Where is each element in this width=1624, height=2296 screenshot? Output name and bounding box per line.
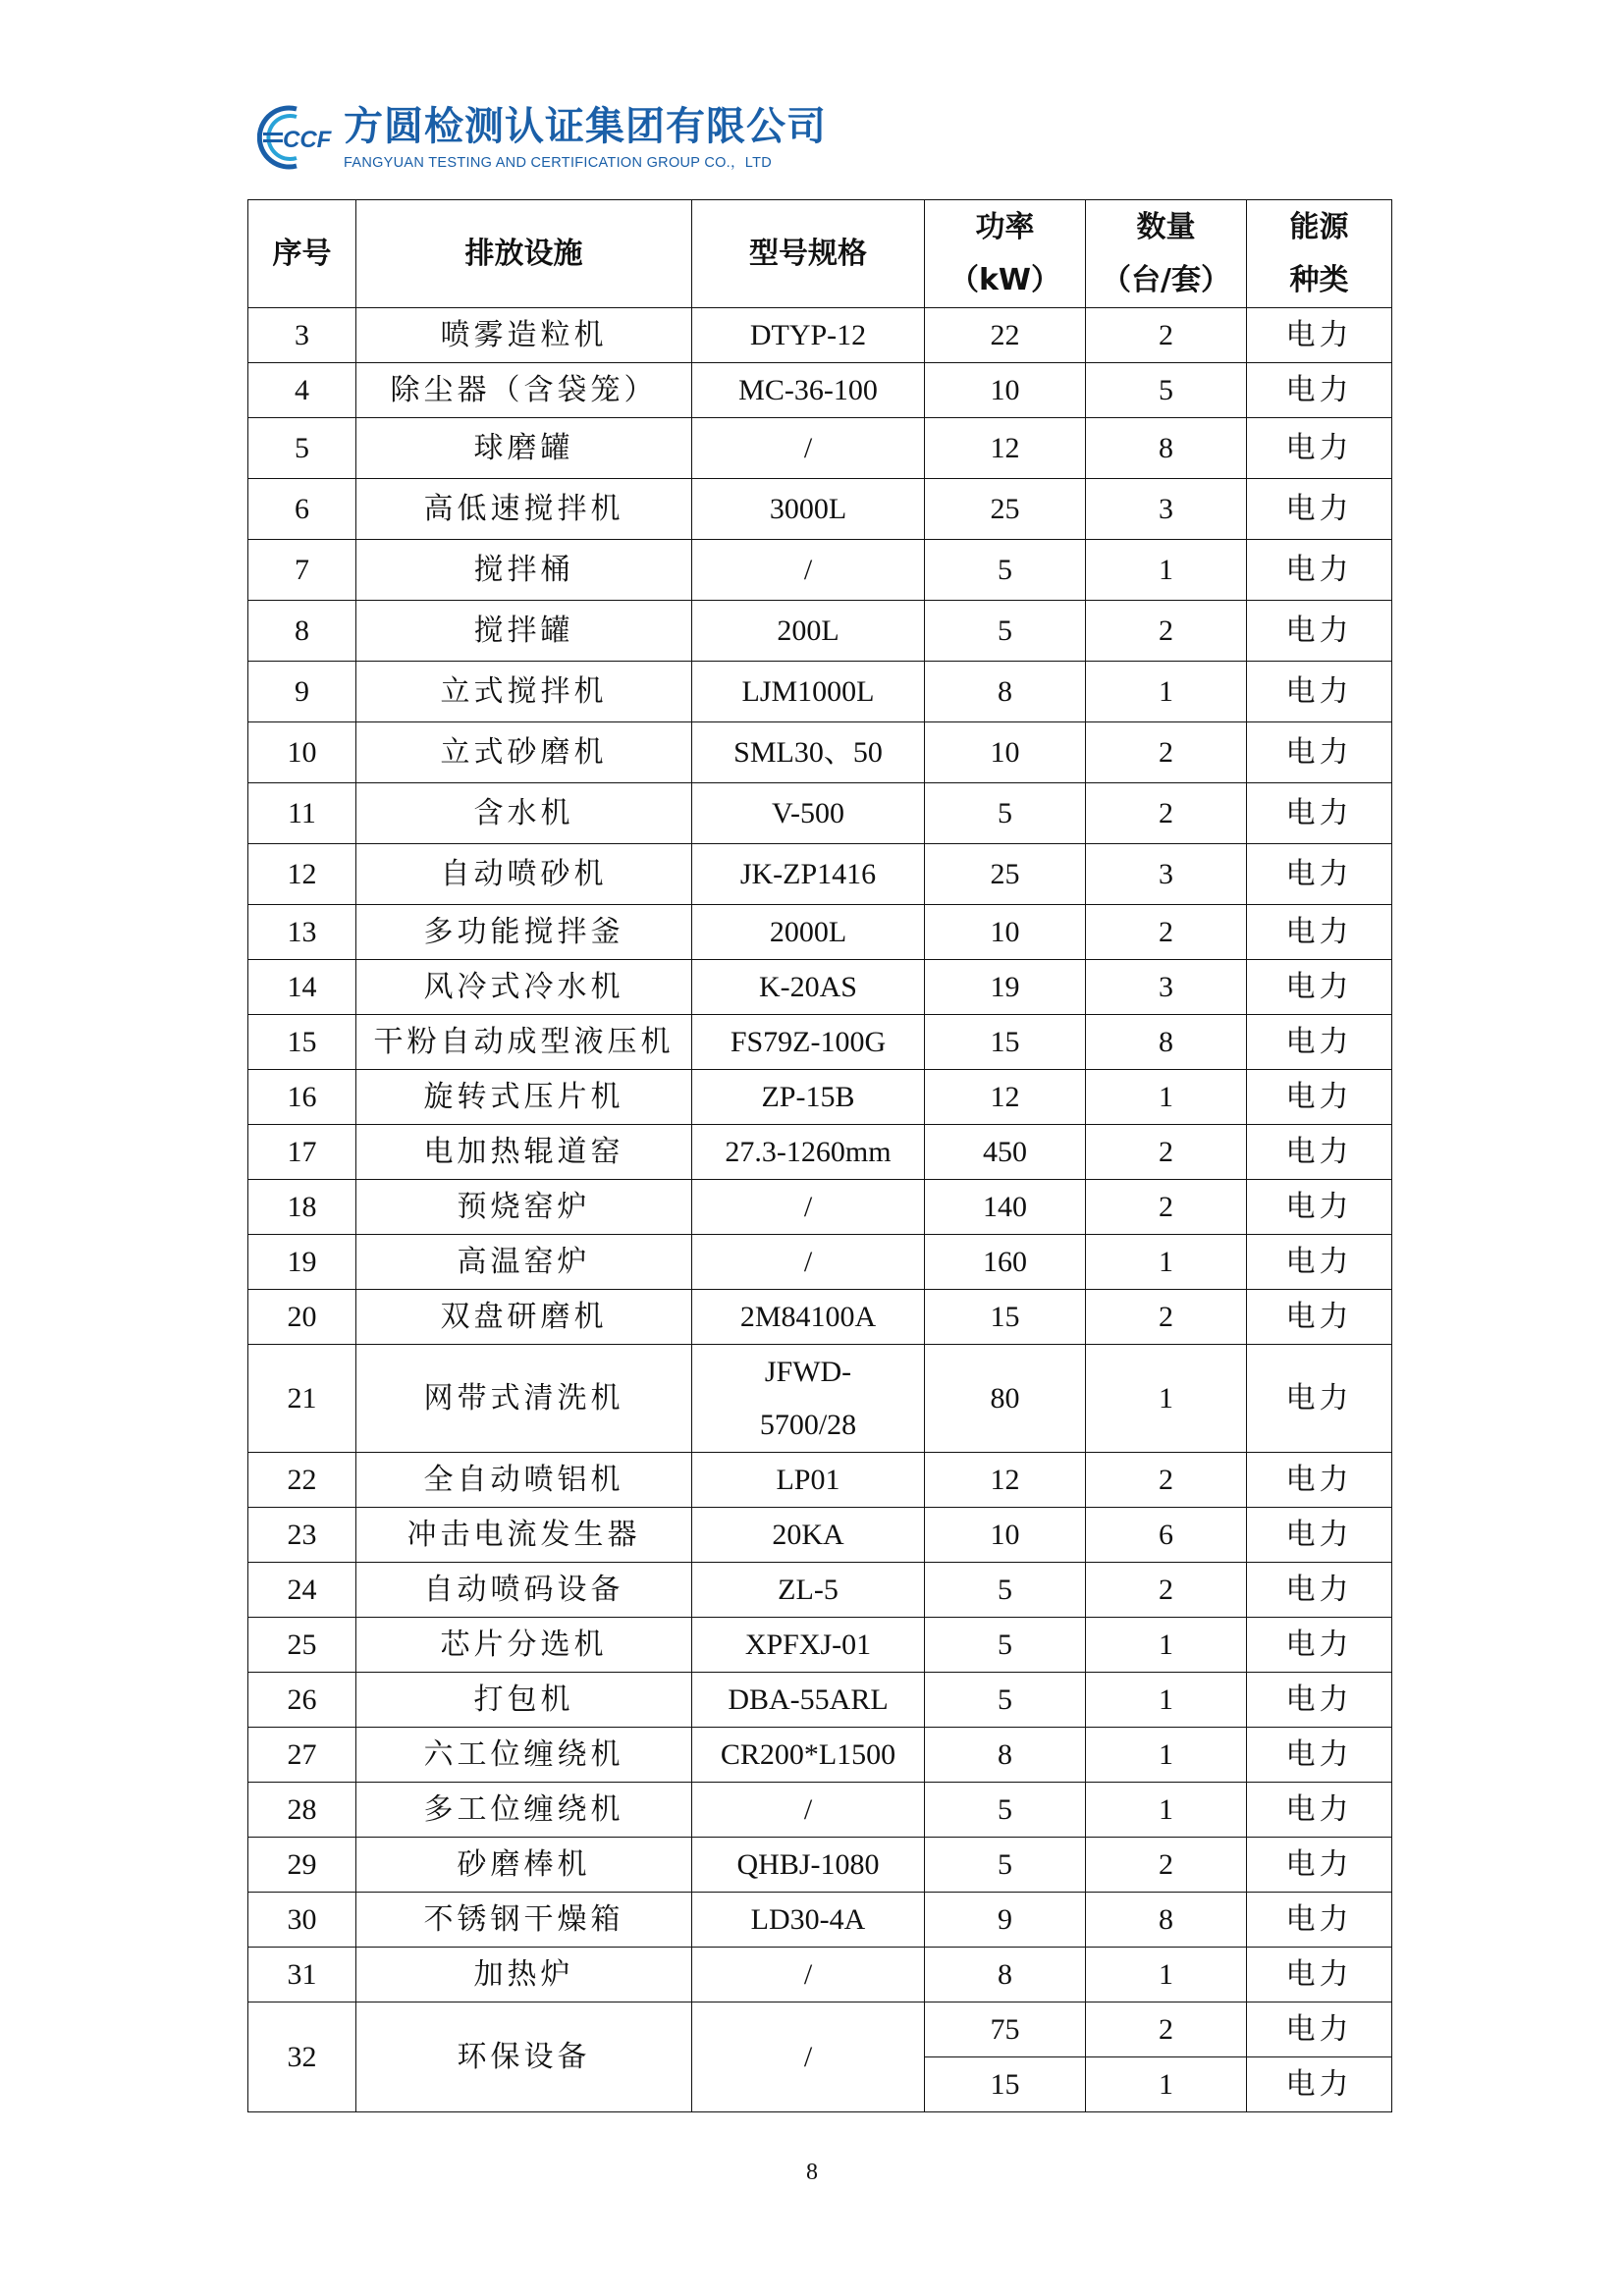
- cell-power: 80: [925, 1345, 1086, 1453]
- cell-seq: 16: [248, 1070, 356, 1125]
- cell-seq: 22: [248, 1453, 356, 1508]
- table-body: [248, 308, 1392, 2112]
- cell-qty: 2: [1086, 1453, 1247, 1508]
- cell-facility: 含水机: [356, 783, 692, 844]
- cell-seq: 32: [248, 2002, 356, 2112]
- header-energy-line1: 能源: [1289, 209, 1349, 244]
- cell-power: 8: [925, 1728, 1086, 1783]
- cell-power: 450: [925, 1125, 1086, 1180]
- cell-model: K-20AS: [692, 960, 925, 1015]
- cell-model: LP01: [692, 1453, 925, 1508]
- cell-facility: 立式搅拌机: [356, 662, 692, 722]
- header-energy: [1247, 200, 1392, 308]
- cell-qty: 3: [1086, 844, 1247, 905]
- cell-facility: 全自动喷铝机: [356, 1453, 692, 1508]
- cell-model: SML30、50: [692, 722, 925, 783]
- cell-facility: 多功能搅拌釜: [356, 905, 692, 960]
- cell-qty: 2: [1086, 783, 1247, 844]
- cell-qty: 2: [1086, 905, 1247, 960]
- cell-seq: 29: [248, 1838, 356, 1893]
- cell-model: CR200*L1500: [692, 1728, 925, 1783]
- cell-power: 75: [925, 2002, 1086, 2057]
- cell-energy: 电力: [1247, 1015, 1392, 1070]
- cell-energy: 电力: [1247, 1838, 1392, 1893]
- cell-facility: 高温窑炉: [356, 1235, 692, 1290]
- cell-power: 9: [925, 1893, 1086, 1948]
- cell-power: 12: [925, 1453, 1086, 1508]
- header-power-line1: 功率: [975, 209, 1035, 244]
- cell-facility: 立式砂磨机: [356, 722, 692, 783]
- cell-qty: 8: [1086, 1893, 1247, 1948]
- cell-model: [692, 1345, 925, 1453]
- table-row: [248, 783, 1392, 844]
- cell-facility: 双盘研磨机: [356, 1290, 692, 1345]
- cell-qty: 1: [1086, 1948, 1247, 2002]
- cell-energy: 电力: [1247, 905, 1392, 960]
- cell-model: DBA-55ARL: [692, 1673, 925, 1728]
- cell-model: MC-36-100: [692, 363, 925, 418]
- table-row: [248, 308, 1392, 363]
- cell-model: /: [692, 418, 925, 479]
- cell-qty: 1: [1086, 1673, 1247, 1728]
- cell-energy: 电力: [1247, 1893, 1392, 1948]
- table-row: [248, 1235, 1392, 1290]
- cell-energy: 电力: [1247, 1618, 1392, 1673]
- cell-qty: 2: [1086, 601, 1247, 662]
- cell-power: 5: [925, 601, 1086, 662]
- cell-seq: 8: [248, 601, 356, 662]
- cell-qty: 5: [1086, 363, 1247, 418]
- header-qty-line2: （台/套）: [1102, 262, 1230, 297]
- table-row: [248, 479, 1392, 540]
- cell-energy: 电力: [1247, 1070, 1392, 1125]
- table-row: [248, 1070, 1392, 1125]
- table-row: [248, 1838, 1392, 1893]
- cell-facility: 喷雾造粒机: [356, 308, 692, 363]
- header-energy-line2: 种类: [1289, 262, 1349, 297]
- cell-seq: 3: [248, 308, 356, 363]
- cell-power: 19: [925, 960, 1086, 1015]
- cell-facility: 干粉自动成型液压机: [356, 1015, 692, 1070]
- cell-qty: 1: [1086, 1618, 1247, 1673]
- cell-energy: 电力: [1247, 1948, 1392, 2002]
- table-row: [248, 1893, 1392, 1948]
- table-row: [248, 722, 1392, 783]
- cell-qty: 1: [1086, 2057, 1247, 2112]
- cell-facility: 搅拌罐: [356, 601, 692, 662]
- cell-model-line2: 5700/28: [759, 1408, 857, 1441]
- cell-model: /: [692, 2002, 925, 2112]
- company-name-en: FANGYUAN TESTING AND CERTIFICATION GROUP CO.，LTD: [344, 154, 773, 171]
- cell-energy: 电力: [1247, 1345, 1392, 1453]
- cell-energy: 电力: [1247, 1180, 1392, 1235]
- cell-facility: 冲击电流发生器: [356, 1508, 692, 1563]
- table-row: [248, 1728, 1392, 1783]
- cell-qty: 1: [1086, 1070, 1247, 1125]
- cell-seq: 4: [248, 363, 356, 418]
- cell-energy: 电力: [1247, 1728, 1392, 1783]
- cell-power: 8: [925, 662, 1086, 722]
- cell-facility: 旋转式压片机: [356, 1070, 692, 1125]
- cell-facility: 高低速搅拌机: [356, 479, 692, 540]
- cell-qty: 2: [1086, 1180, 1247, 1235]
- cell-model: ZP-15B: [692, 1070, 925, 1125]
- cell-power: 5: [925, 540, 1086, 601]
- cell-model-line1: JFWD-: [764, 1355, 852, 1388]
- table-row: [248, 905, 1392, 960]
- table-row: [248, 1453, 1392, 1508]
- cell-model: V-500: [692, 783, 925, 844]
- cell-model: 20KA: [692, 1508, 925, 1563]
- cell-facility: 环保设备: [356, 2002, 692, 2112]
- cell-energy: 电力: [1247, 1235, 1392, 1290]
- cell-energy: 电力: [1247, 1783, 1392, 1838]
- cell-seq: 30: [248, 1893, 356, 1948]
- cell-model: 200L: [692, 601, 925, 662]
- cell-qty: 3: [1086, 479, 1247, 540]
- cell-qty: 8: [1086, 418, 1247, 479]
- cell-seq: 20: [248, 1290, 356, 1345]
- cell-facility: 除尘器（含袋笼）: [356, 363, 692, 418]
- header-qty-line1: 数量: [1136, 209, 1196, 244]
- cell-model: 27.3-1260mm: [692, 1125, 925, 1180]
- cell-power: 10: [925, 1508, 1086, 1563]
- cell-model: /: [692, 540, 925, 601]
- cell-qty: 2: [1086, 1563, 1247, 1618]
- cell-power: 25: [925, 479, 1086, 540]
- page-number: 8: [806, 2160, 818, 2185]
- cell-seq: 21: [248, 1345, 356, 1453]
- cell-energy: 电力: [1247, 2002, 1392, 2057]
- cell-power: 15: [925, 1015, 1086, 1070]
- table-row: [248, 844, 1392, 905]
- cell-seq: 14: [248, 960, 356, 1015]
- cell-power: 160: [925, 1235, 1086, 1290]
- cell-model: XPFXJ-01: [692, 1618, 925, 1673]
- cell-facility: 搅拌桶: [356, 540, 692, 601]
- cell-qty: 2: [1086, 308, 1247, 363]
- cell-seq: 23: [248, 1508, 356, 1563]
- cell-model: JK-ZP1416: [692, 844, 925, 905]
- cell-seq: 19: [248, 1235, 356, 1290]
- cell-power: 10: [925, 722, 1086, 783]
- cell-energy: 电力: [1247, 1673, 1392, 1728]
- cell-seq: 31: [248, 1948, 356, 2002]
- company-name-cn: 方圆检测认证集团有限公司: [344, 103, 827, 149]
- cell-facility: 六工位缠绕机: [356, 1728, 692, 1783]
- cell-power: 25: [925, 844, 1086, 905]
- cell-power: 12: [925, 418, 1086, 479]
- cell-energy: 电力: [1247, 722, 1392, 783]
- cell-qty: 2: [1086, 722, 1247, 783]
- cell-qty: 2: [1086, 1838, 1247, 1893]
- table-row: [248, 1015, 1392, 1070]
- cell-energy: 电力: [1247, 479, 1392, 540]
- cell-power: 10: [925, 363, 1086, 418]
- cell-power: 5: [925, 1618, 1086, 1673]
- cell-model: 2M84100A: [692, 1290, 925, 1345]
- cell-facility: 打包机: [356, 1673, 692, 1728]
- cell-seq: 6: [248, 479, 356, 540]
- cell-energy: 电力: [1247, 1125, 1392, 1180]
- table-row: [248, 2002, 1392, 2057]
- table-row: [248, 960, 1392, 1015]
- cell-energy: 电力: [1247, 601, 1392, 662]
- table-row: [248, 1125, 1392, 1180]
- header-facility: 排放设施: [356, 200, 692, 308]
- cell-seq: 11: [248, 783, 356, 844]
- cell-qty: 3: [1086, 960, 1247, 1015]
- table-row: [248, 363, 1392, 418]
- cell-power: 140: [925, 1180, 1086, 1235]
- cell-seq: 18: [248, 1180, 356, 1235]
- cell-energy: 电力: [1247, 308, 1392, 363]
- cell-model: DTYP-12: [692, 308, 925, 363]
- logo-text: CCF: [283, 127, 332, 153]
- header-power: [925, 200, 1086, 308]
- cell-energy: 电力: [1247, 540, 1392, 601]
- cell-qty: 8: [1086, 1015, 1247, 1070]
- cell-qty: 6: [1086, 1508, 1247, 1563]
- cell-facility: 加热炉: [356, 1948, 692, 2002]
- cell-seq: 24: [248, 1563, 356, 1618]
- cell-power: 15: [925, 1290, 1086, 1345]
- cell-seq: 13: [248, 905, 356, 960]
- cell-qty: 1: [1086, 1728, 1247, 1783]
- header-qty: [1086, 200, 1247, 308]
- table-row: [248, 1673, 1392, 1728]
- cell-seq: 7: [248, 540, 356, 601]
- cell-power: 5: [925, 1563, 1086, 1618]
- header-model: 型号规格: [692, 200, 925, 308]
- cell-power: 22: [925, 308, 1086, 363]
- cell-model: /: [692, 1180, 925, 1235]
- table-header-row: [248, 200, 1392, 308]
- cell-seq: 25: [248, 1618, 356, 1673]
- cell-model: /: [692, 1948, 925, 2002]
- cell-facility: 网带式清洗机: [356, 1345, 692, 1453]
- cell-power: 5: [925, 1783, 1086, 1838]
- cell-model: /: [692, 1235, 925, 1290]
- header-power-line2: （kW）: [948, 262, 1061, 297]
- cell-energy: 电力: [1247, 783, 1392, 844]
- cell-power: 8: [925, 1948, 1086, 2002]
- table-row: [248, 1345, 1392, 1453]
- cell-facility: 自动喷码设备: [356, 1563, 692, 1618]
- cell-power: 15: [925, 2057, 1086, 2112]
- cell-qty: 2: [1086, 2002, 1247, 2057]
- cell-seq: 5: [248, 418, 356, 479]
- cell-seq: 10: [248, 722, 356, 783]
- cell-model: /: [692, 1783, 925, 1838]
- cell-energy: 电力: [1247, 363, 1392, 418]
- cell-energy: 电力: [1247, 1563, 1392, 1618]
- cell-facility: 自动喷砂机: [356, 844, 692, 905]
- cell-energy: 电力: [1247, 1508, 1392, 1563]
- cell-seq: 26: [248, 1673, 356, 1728]
- cell-seq: 15: [248, 1015, 356, 1070]
- cell-seq: 27: [248, 1728, 356, 1783]
- cell-seq: 9: [248, 662, 356, 722]
- table-row: [248, 1948, 1392, 2002]
- company-header: [257, 102, 827, 173]
- cell-qty: 1: [1086, 1783, 1247, 1838]
- cell-power: 5: [925, 783, 1086, 844]
- equipment-table: [247, 199, 1392, 2112]
- cell-facility: 多工位缠绕机: [356, 1783, 692, 1838]
- cell-power: 12: [925, 1070, 1086, 1125]
- cell-energy: 电力: [1247, 960, 1392, 1015]
- cell-energy: 电力: [1247, 662, 1392, 722]
- cell-power: 5: [925, 1673, 1086, 1728]
- cell-facility: 电加热辊道窑: [356, 1125, 692, 1180]
- cell-model: QHBJ-1080: [692, 1838, 925, 1893]
- cell-qty: 1: [1086, 540, 1247, 601]
- cell-facility: 芯片分选机: [356, 1618, 692, 1673]
- cell-qty: 1: [1086, 1345, 1247, 1453]
- cell-model: 2000L: [692, 905, 925, 960]
- header-seq: 序号: [248, 200, 356, 308]
- table-row: [248, 1618, 1392, 1673]
- cell-seq: 28: [248, 1783, 356, 1838]
- table-row: [248, 1563, 1392, 1618]
- table-row: [248, 1508, 1392, 1563]
- table-row: [248, 1180, 1392, 1235]
- cell-energy: 电力: [1247, 844, 1392, 905]
- cell-facility: 不锈钢干燥箱: [356, 1893, 692, 1948]
- cell-energy: 电力: [1247, 1453, 1392, 1508]
- table-row: [248, 1290, 1392, 1345]
- cell-qty: 1: [1086, 662, 1247, 722]
- cell-facility: 风冷式冷水机: [356, 960, 692, 1015]
- cell-facility: 砂磨棒机: [356, 1838, 692, 1893]
- table-row: [248, 540, 1392, 601]
- cell-qty: 2: [1086, 1125, 1247, 1180]
- cell-model: FS79Z-100G: [692, 1015, 925, 1070]
- table-row: [248, 1783, 1392, 1838]
- table-row: [248, 418, 1392, 479]
- company-logo-icon: [257, 103, 336, 172]
- cell-qty: 1: [1086, 1235, 1247, 1290]
- cell-model: 3000L: [692, 479, 925, 540]
- cell-power: 5: [925, 1838, 1086, 1893]
- cell-energy: 电力: [1247, 2057, 1392, 2112]
- cell-model: LD30-4A: [692, 1893, 925, 1948]
- cell-facility: 球磨罐: [356, 418, 692, 479]
- cell-seq: 17: [248, 1125, 356, 1180]
- cell-model: LJM1000L: [692, 662, 925, 722]
- cell-energy: 电力: [1247, 418, 1392, 479]
- cell-model: ZL-5: [692, 1563, 925, 1618]
- table-row: [248, 662, 1392, 722]
- cell-facility: 预烧窑炉: [356, 1180, 692, 1235]
- table-row: [248, 601, 1392, 662]
- cell-seq: 12: [248, 844, 356, 905]
- cell-qty: 2: [1086, 1290, 1247, 1345]
- cell-energy: 电力: [1247, 1290, 1392, 1345]
- cell-power: 10: [925, 905, 1086, 960]
